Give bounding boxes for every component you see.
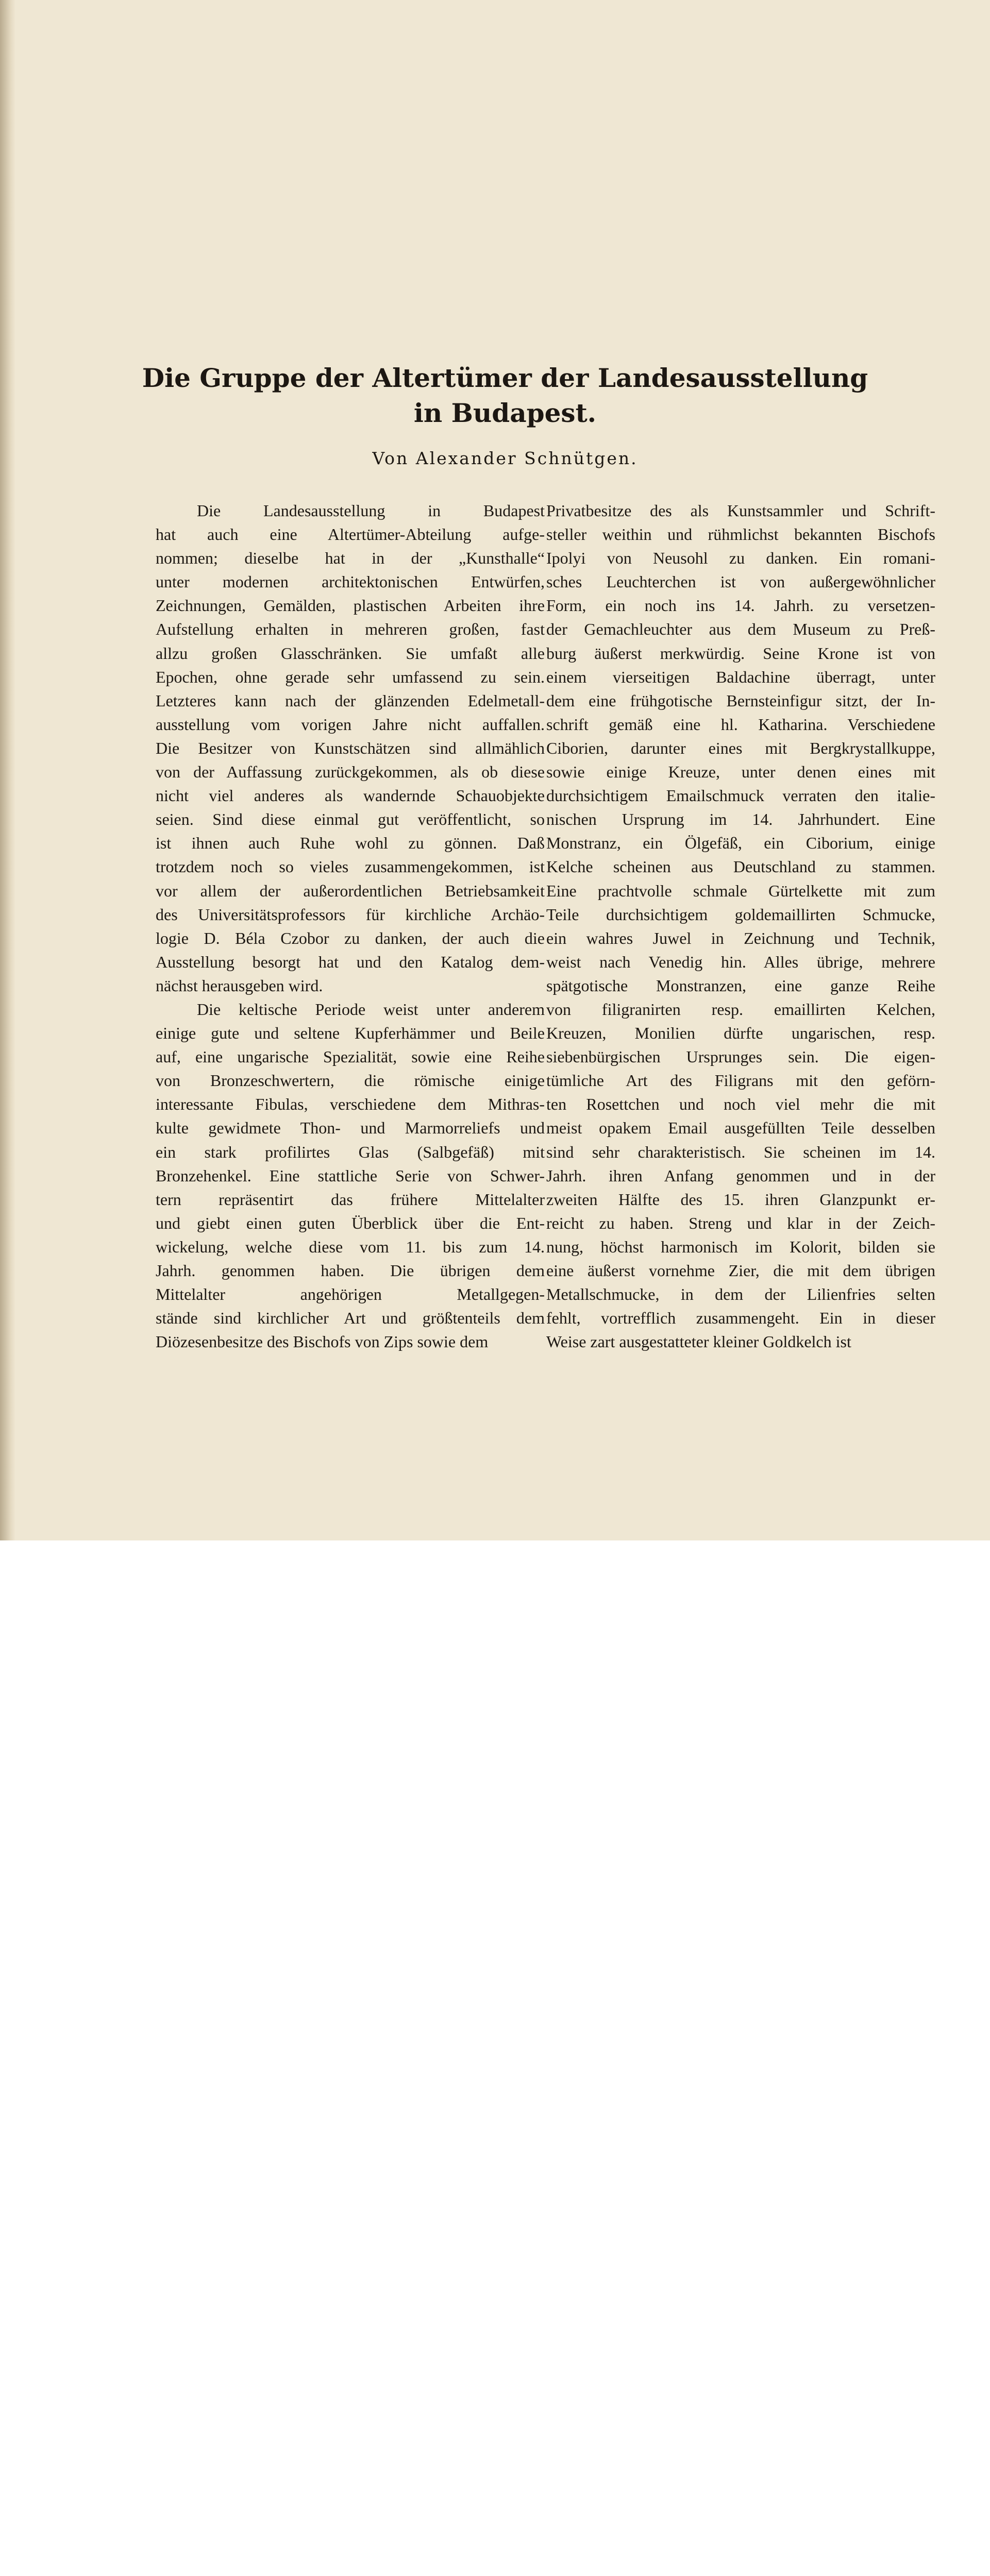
text-line: von der Auffassung zurückgekommen, als ob diese	[156, 762, 545, 782]
text-line: unter modernen architektonischen Entwürfen,	[156, 572, 545, 591]
text-line: wickelung, welche diese vom 11. bis zum 14.	[156, 1237, 545, 1256]
text-line: trotzdem noch so vieles zusammengekommen, ist	[156, 857, 545, 876]
text-line: ausstellung vom vorigen Jahre nicht auffallen.	[156, 715, 545, 734]
text-line: Jahrh. ihren Anfang genommen und in der	[546, 1166, 935, 1185]
text-column-left	[156, 499, 545, 1353]
text-line: spätgotische Monstranzen, eine ganze Reihe	[546, 976, 935, 995]
text-line: Mittelalter angehörigen Metallgegen-	[156, 1285, 545, 1304]
text-line: nung, höchst harmonisch im Kolorit, bilden sie	[546, 1237, 935, 1256]
text-line: nommen; dieselbe hat in der „Kunsthalle“	[156, 549, 545, 568]
text-line: Die Landesausstellung in Budapest	[197, 501, 545, 520]
text-line: Form, ein noch ins 14. Jahrh. zu versetzen-	[546, 596, 935, 615]
text-line: einem vierseitigen Baldachine überragt, unter	[546, 667, 935, 686]
text-line: ten Rosettchen und noch viel mehr die mit	[546, 1095, 935, 1114]
text-line: sowie einige Kreuze, unter denen eines mit	[546, 762, 935, 782]
text-column-right	[546, 499, 935, 1353]
text-line: Ausstellung besorgt hat und den Katalog dem-	[156, 952, 545, 971]
text-line: Letzteres kann nach der glänzenden Edelmetall-	[156, 691, 545, 710]
article-byline: Von Alexander Schnütgen.	[372, 448, 638, 468]
text-line: Privatbesitze des als Kunstsammler und Schrift-	[546, 501, 935, 520]
text-line: allzu großen Glasschränken. Sie umfaßt alle	[156, 643, 545, 663]
text-line: stände sind kirchlicher Art und größtenteils dem	[156, 1309, 545, 1328]
text-line: auf, eine ungarische Spezialität, sowie eine Reihe	[156, 1047, 545, 1066]
text-line: der Gemachleuchter aus dem Museum zu Preß-	[546, 620, 935, 639]
text-line: eine äußerst vornehme Zier, die mit dem übrigen	[546, 1261, 935, 1280]
text-line: einige gute und seltene Kupferhämmer und Beile	[156, 1024, 545, 1043]
text-line: Ciborien, darunter eines mit Bergkrystallkuppe,	[546, 738, 935, 757]
text-line: nicht viel anderes als wandernde Schauobjekte	[156, 786, 545, 805]
text-line: tern repräsentirt das frühere Mittelalter	[156, 1190, 545, 1209]
article-title-line-2: in Budapest.	[413, 398, 597, 428]
text-line: siebenbürgischen Ursprunges sein. Die eigen-	[546, 1047, 935, 1066]
text-line: von filigranirten resp. emaillirten Kelchen,	[546, 999, 935, 1019]
text-line: Die Besitzer von Kunstschätzen sind allmählich	[156, 738, 545, 757]
text-line: schrift gemäß eine hl. Katharina. Verschiedene	[546, 715, 935, 734]
text-line: Epochen, ohne gerade sehr umfassend zu sein.	[156, 667, 545, 686]
text-line: Eine prachtvolle schmale Gürtelkette mit zum	[546, 881, 935, 900]
text-line: Ipolyi von Neusohl zu danken. Ein romani-	[546, 549, 935, 568]
text-line: sches Leuchterchen ist von außergewöhnlicher	[546, 572, 935, 591]
text-line: durchsichtigem Emailschmuck verraten den italie-	[546, 786, 935, 805]
text-line: steller weithin und rühmlichst bekannten Bischofs	[546, 525, 935, 544]
text-line: Diözesenbesitze des Bischofs von Zips sowie dem	[156, 1332, 489, 1351]
text-line: tümliche Art des Filigrans mit den geförn-	[546, 1071, 935, 1090]
text-line: von Bronzeschwertern, die römische einige	[156, 1071, 545, 1090]
text-line: dem eine frühgotische Bernsteinfigur sitzt, der In-	[546, 691, 935, 710]
text-line: burg äußerst merkwürdig. Seine Krone ist von	[546, 643, 935, 663]
text-line: hat auch eine Altertümer-Abteilung aufge-	[156, 525, 545, 544]
book-spine-shadow	[0, 0, 15, 1540]
text-line: Kelche scheinen aus Deutschland zu stammen.	[546, 857, 935, 876]
text-line: Die keltische Periode weist unter anderem	[197, 999, 545, 1019]
text-line: fehlt, vortrefflich zusammengeht. Ein in dieser	[546, 1309, 935, 1328]
text-line: zweiten Hälfte des 15. ihren Glanzpunkt er-	[546, 1190, 935, 1209]
text-line: Metallschmucke, in dem der Lilienfries selten	[546, 1285, 935, 1304]
viewer-footer	[0, 1540, 990, 1604]
text-line: meist opakem Email ausgefüllten Teile desselben	[546, 1118, 935, 1138]
text-line: Jahrh. genommen haben. Die übrigen dem	[156, 1261, 545, 1280]
text-line: Aufstellung erhalten in mehreren großen, fast	[156, 620, 545, 639]
text-line: sind sehr charakteristisch. Sie scheinen im 14.	[546, 1142, 935, 1161]
text-line: Teile durchsichtigem goldemaillirten Schmucke,	[546, 905, 935, 924]
text-line: weist nach Venedig hin. Alles übrige, mehrere	[546, 952, 935, 971]
text-line: nächst herausgeben wird.	[156, 976, 323, 995]
text-line: interessante Fibulas, verschiedene dem Mithras-	[156, 1095, 545, 1114]
article-title-line-1: Die Gruppe der Altertümer der Landesausstellung	[142, 363, 868, 393]
text-line: Bronzehenkel. Eine stattliche Serie von Schwer-	[156, 1166, 545, 1185]
text-line: des Universitätsprofessors für kirchliche Archäo-	[156, 905, 545, 924]
text-line: ist ihnen auch Ruhe wohl zu gönnen. Daß	[156, 834, 545, 853]
text-line: Weise zart ausgestatteter kleiner Goldkelch ist	[546, 1332, 851, 1351]
text-line: ein wahres Juwel in Zeichnung und Technik,	[546, 928, 935, 947]
text-line: logie D. Béla Czobor zu danken, der auch die	[156, 928, 545, 947]
text-line: Kreuzen, Monilien dürfte ungarischen, resp.	[546, 1024, 935, 1043]
article-title	[103, 361, 907, 431]
text-line: vor allem der außerordentlichen Betriebsamkeit	[156, 881, 545, 900]
text-line: nischen Ursprung im 14. Jahrhundert. Eine	[546, 810, 935, 829]
text-line: Monstranz, ein Ölgefäß, ein Ciborium, einige	[546, 834, 935, 853]
text-line: seien. Sind diese einmal gut veröffentlicht, so	[156, 810, 545, 829]
text-line: und giebt einen guten Überblick über die Ent-	[156, 1213, 545, 1232]
text-line: reicht zu haben. Streng und klar in der Zeich-	[546, 1213, 935, 1232]
text-line: kulte gewidmete Thon- und Marmorreliefs und	[156, 1118, 545, 1138]
text-line: Zeichnungen, Gemälden, plastischen Arbeiten ihre	[156, 596, 545, 615]
text-line: ein stark profilirtes Glas (Salbgefäß) mit	[156, 1142, 545, 1161]
